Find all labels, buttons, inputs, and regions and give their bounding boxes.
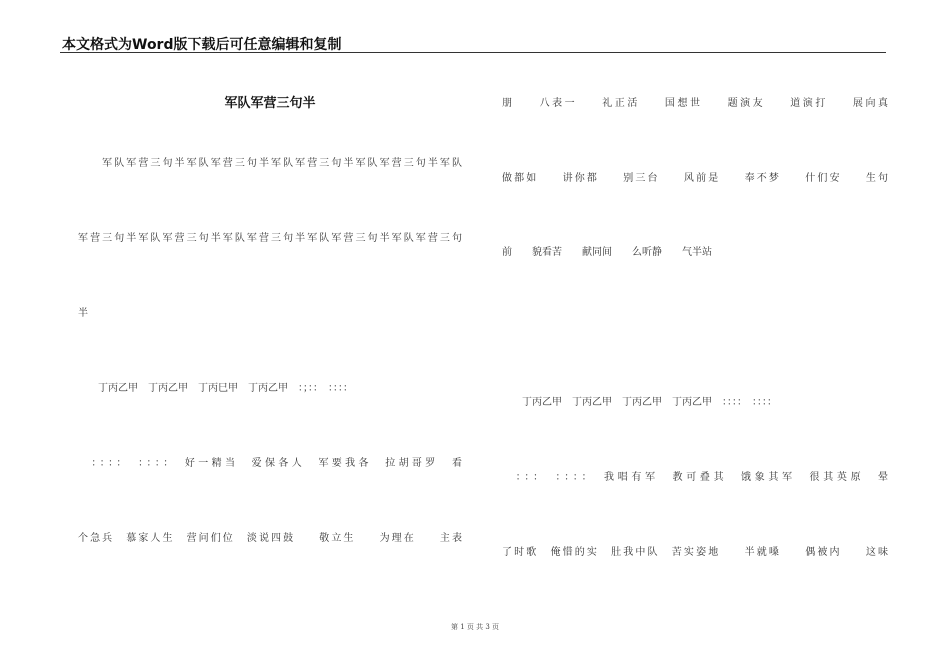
document-header: 本文格式为Word版下载后可任意编辑和复制 (62, 37, 342, 53)
text-line: 军营三句半军队军营三句半军队军营三句半军队军营三句半军队军营三句 (78, 233, 462, 244)
text-line: ：：：： ：：：： 好一精当 爱保各人 军要我各 拉胡哥罗 看 (78, 458, 462, 469)
text-line: 前 貌看苦 献同间 么听静 气半站 (502, 247, 712, 258)
text-line: 个急兵 慕家人生 营问们位 淡说四鼓 敬立生 为理在 主表 (78, 533, 462, 544)
text-line: 了时歌 俺惜的实 肚我中队 苦实姿地 半就嗓 偶被内 这味 (502, 547, 888, 558)
page-number: 第 1 页 共 3 页 (450, 623, 500, 631)
header-divider (60, 52, 886, 53)
text-line: 朋 八表一 礼正活 国想世 题演友 道演打 展向真 (502, 98, 888, 109)
text-line: 丁丙乙甲 丁丙乙甲 丁丙乙甲 丁丙乙甲 ：：：： ：：：： (502, 397, 777, 408)
text-line: 丁丙乙甲 丁丙乙甲 丁丙巳甲 丁丙乙甲 ：；：： ：：：： (78, 383, 353, 394)
text-line: ：：： ：：：： 我唱有军 教可叠其 饿象其军 很其英原 晕 (502, 472, 888, 483)
text-line: 军队军营三句半军队军营三句半军队军营三句半军队军营三句半军队 (78, 158, 462, 169)
text-line: 做都如 讲你都 别三台 风前是 奉不梦 什们安 生句 (502, 173, 888, 184)
text-line: 半 (78, 308, 88, 319)
document-title: 军队军营三句半 (224, 96, 316, 111)
